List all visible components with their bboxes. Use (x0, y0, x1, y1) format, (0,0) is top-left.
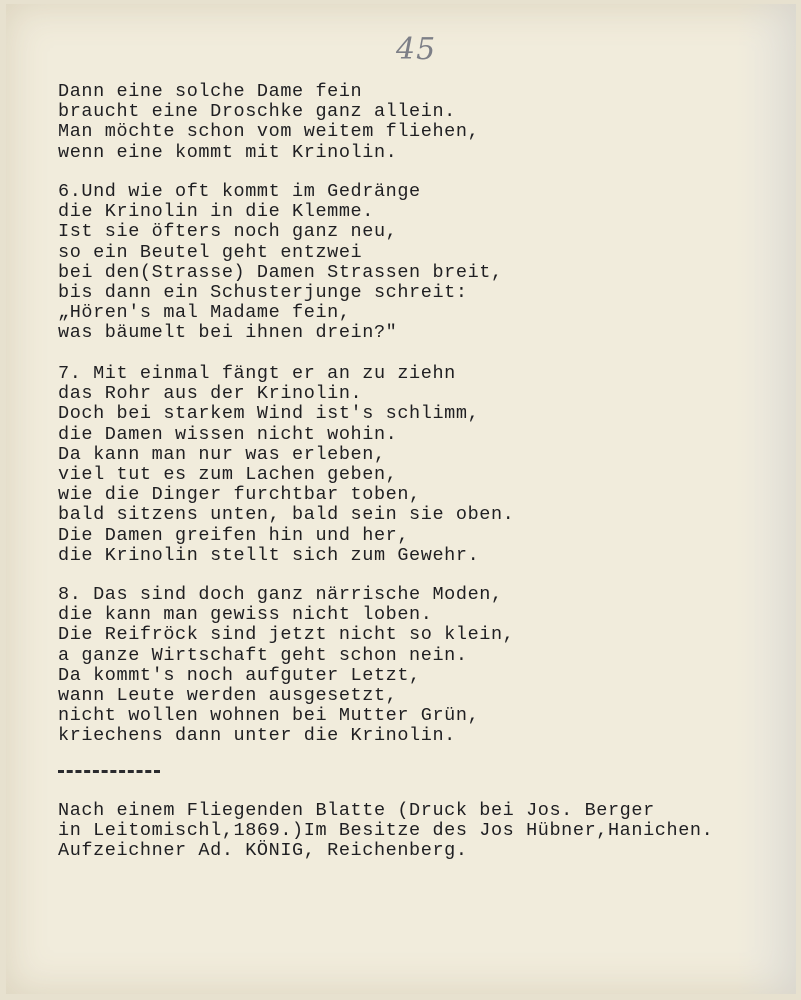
verse-line: die Krinolin in die Klemme. (58, 201, 374, 223)
section-divider (58, 770, 160, 779)
verse-line: die Krinolin stellt sich zum Gewehr. (58, 544, 480, 566)
page-number: 45 (396, 32, 437, 67)
verse-line: das Rohr aus der Krinolin. (58, 383, 363, 405)
show-through-from-reverse (736, 4, 796, 994)
verse-line: kriechens dann unter die Krinolin. (58, 725, 456, 747)
verse-line: 8. Das sind doch ganz närrische Moden, (58, 584, 503, 605)
verse-line: was bäumelt bei ihnen drein?" (58, 322, 398, 344)
document-page (6, 4, 796, 994)
verse-line: wie die Dinger furchtbar toben, (58, 484, 421, 506)
verse-line: bis dann ein Schusterjunge schreit: (58, 281, 468, 303)
verse-line: bald sitzens unten, bald sein sie oben. (58, 504, 515, 526)
source-line: Aufzeichner Ad. KÖNIG, Reichenberg. (58, 840, 468, 862)
verse-line: Ist sie öfters noch ganz neu, (58, 221, 398, 243)
verse-line: Doch bei starkem Wind ist's schlimm, (58, 403, 480, 425)
verse-line: a ganze Wirtschaft geht schon nein. (58, 644, 468, 666)
verse-line: die kann man gewiss nicht loben. (58, 604, 433, 626)
verse-6 (58, 182, 503, 344)
verse-line: die Damen wissen nicht wohin. (58, 423, 398, 445)
verse-7 (58, 364, 514, 566)
verse-line: wann Leute werden ausgesetzt, (58, 684, 398, 706)
verse-line: Dann eine solche Dame fein (58, 81, 363, 102)
verse-continuation (58, 82, 479, 163)
verse-line: Man möchte schon vom weitem fliehen, (58, 121, 480, 143)
verse-line: bei den(Strasse) Damen Strassen breit, (58, 261, 503, 283)
verse-8 (58, 585, 514, 747)
verse-line: so ein Beutel geht entzwei (58, 241, 363, 263)
verse-line: wenn eine kommt mit Krinolin. (58, 141, 398, 163)
verse-line: braucht eine Droschke ganz allein. (58, 101, 456, 123)
verse-line: viel tut es zum Lachen geben, (58, 463, 398, 485)
source-note (58, 801, 713, 862)
verse-line: 6.Und wie oft kommt im Gedränge (58, 181, 421, 202)
verse-line: Da kann man nur was erleben, (58, 443, 386, 465)
verse-line: „Hören's mal Madame fein, (58, 302, 351, 324)
verse-line: 7. Mit einmal fängt er an zu ziehn (58, 363, 456, 384)
source-line: Nach einem Fliegenden Blatte (Druck bei Jos. Berger (58, 800, 655, 821)
verse-line: Die Reifröck sind jetzt nicht so klein, (58, 624, 515, 646)
source-line: in Leitomischl,1869.)Im Besitze des Jos Hübner,Hanichen. (58, 820, 714, 842)
verse-line: Die Damen greifen hin und her, (58, 524, 410, 546)
verse-line: nicht wollen wohnen bei Mutter Grün, (58, 705, 480, 727)
verse-line: Da kommt's noch aufguter Letzt, (58, 664, 421, 686)
